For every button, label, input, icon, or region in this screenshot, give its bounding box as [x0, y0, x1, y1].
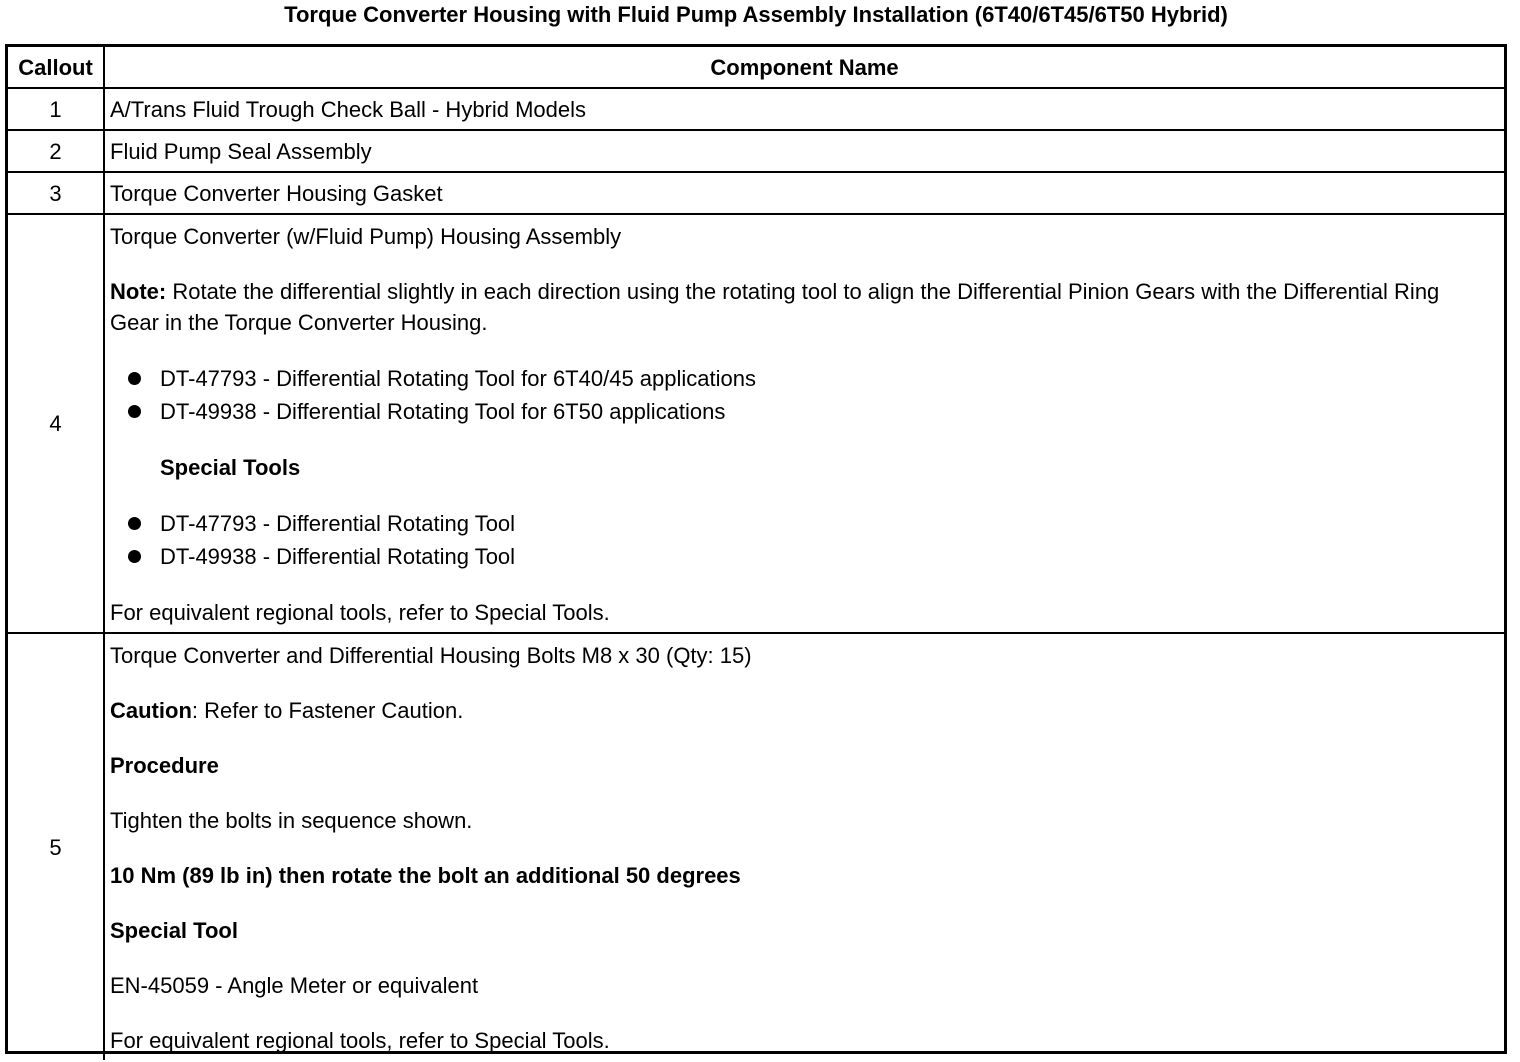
callout-number: 3	[8, 172, 104, 214]
caution-paragraph	[110, 695, 1492, 726]
special-tool-list	[110, 507, 1492, 573]
list-item	[110, 395, 1492, 428]
component-name: A/Trans Fluid Trough Check Ball - Hybrid Models	[104, 88, 1504, 130]
table-header-row	[8, 47, 1504, 88]
note-text: Rotate the differential slightly in each direction using the rotating tool to align the Differential Pinion Gears with the Differential Ring Gear in the Torque Converter Housing.	[110, 279, 1440, 335]
note-label: Note:	[110, 279, 167, 304]
component-name: Torque Converter and Differential Housing Bolts M8 x 30 (Qty: 15)	[110, 643, 752, 668]
table-row	[8, 172, 1504, 214]
component-name: Fluid Pump Seal Assembly	[104, 130, 1504, 172]
callout-number: 5	[8, 633, 104, 1060]
bullet-icon	[128, 550, 141, 563]
caution-label: Caution	[110, 698, 192, 723]
table-row	[8, 130, 1504, 172]
component-name-column-header: Component Name	[104, 47, 1504, 88]
tool-item-text: DT-49938 - Differential Rotating Tool	[160, 544, 516, 569]
component-details	[104, 633, 1504, 1060]
tool-list	[110, 362, 1492, 428]
bullet-icon	[128, 517, 141, 530]
callout-table	[8, 47, 1504, 1060]
torque-spec: 10 Nm (89 lb in) then rotate the bolt an additional 50 degrees	[110, 863, 741, 888]
callout-table-frame	[5, 44, 1507, 1054]
bullet-icon	[128, 372, 141, 385]
table-row	[8, 633, 1504, 1060]
procedure-heading: Procedure	[110, 753, 219, 778]
callout-column-header: Callout	[8, 47, 104, 88]
note-paragraph	[110, 276, 1492, 338]
page-title: Torque Converter Housing with Fluid Pump Assembly Installation (6T40/6T45/6T50 Hybrid)	[284, 2, 1228, 27]
regional-tools-note: For equivalent regional tools, refer to Special Tools.	[110, 1028, 610, 1053]
special-tools-heading: Special Tools	[160, 455, 301, 480]
special-tool-heading: Special Tool	[110, 918, 238, 943]
component-name: Torque Converter Housing Gasket	[104, 172, 1504, 214]
bullet-icon	[128, 405, 141, 418]
list-item	[110, 507, 1492, 540]
callout-number: 1	[8, 88, 104, 130]
tool-item-text: DT-47793 - Differential Rotating Tool for 6T40/45 applications	[160, 366, 756, 391]
callout-number: 2	[8, 130, 104, 172]
caution-text: : Refer to Fastener Caution.	[191, 698, 464, 723]
list-item	[110, 362, 1492, 395]
table-row	[8, 214, 1504, 633]
component-name: Torque Converter (w/Fluid Pump) Housing Assembly	[110, 224, 622, 249]
list-item	[110, 540, 1492, 573]
special-tool-text: EN-45059 - Angle Meter or equivalent	[110, 973, 479, 998]
regional-tools-note: For equivalent regional tools, refer to Special Tools.	[110, 600, 610, 625]
callout-number: 4	[8, 214, 104, 633]
tool-item-text: DT-49938 - Differential Rotating Tool for 6T50 applications	[160, 399, 726, 424]
component-details	[104, 214, 1504, 633]
procedure-text: Tighten the bolts in sequence shown.	[110, 808, 473, 833]
tool-item-text: DT-47793 - Differential Rotating Tool	[160, 511, 516, 536]
table-row	[8, 88, 1504, 130]
